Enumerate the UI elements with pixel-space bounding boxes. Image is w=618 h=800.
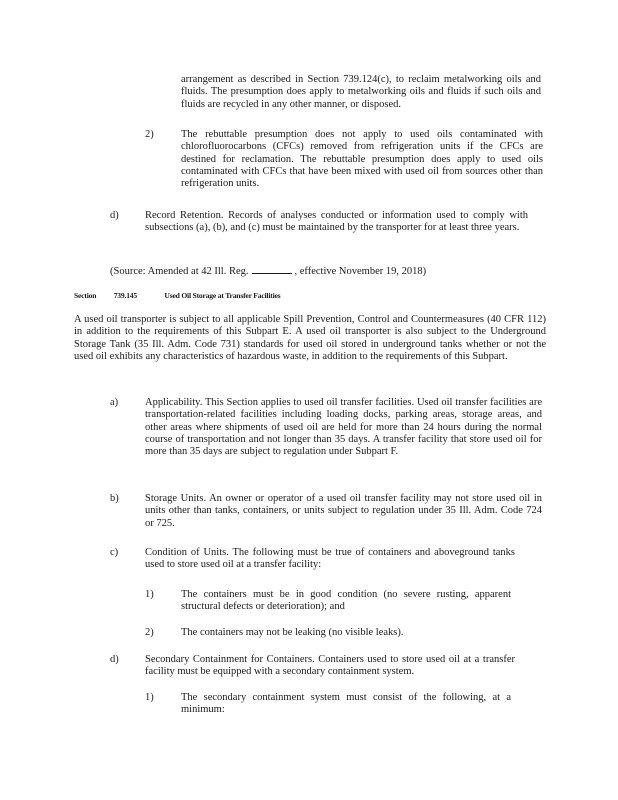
item-d-text: Record Retention. Records of analyses conducted or information used to comply with subsections (a), (b), and (c) must be maintained by the transporter for at least three years. [145,210,528,234]
item-a-text: Applicability. This Section applies to used oil transfer facilities. Used oil transfer facilities are transportation-related facilities including loading docks, parking areas, storage areas, and other areas where shipments of used oil are held for more than 24 hours during the normal course of transportation and not longer than 35 days. A transfer facility that store used oil for more than 35 days are subject to regulation under Subpart F. [145,397,542,458]
item-c2-number: 2) [145,627,154,638]
section-title: Used Oil Storage at Transfer Facilities [164,291,281,300]
item-d-number: d) [110,210,119,221]
item-2-number: 2) [145,129,154,140]
item-2-text: The rebuttable presumption does not apply to used oils contaminated with chlorofluorocarbons (CFCs) removed from refrigeration units if the CFCs are destined for reclamation. The rebuttable presumption does apply to used oils contaminated with CFCs that have been mixed with used oil from sources other than refrigeration units. [181,129,543,190]
item-c1-number: 1) [145,589,154,600]
item-d2-text: Secondary Containment for Containers. Containers used to store used oil at a transfer facility must be equipped with a secondary containment system. [145,654,515,678]
section-number: 739.145 [113,291,137,300]
item-b-text: Storage Units. An owner or operator of a used oil transfer facility may not store used oil in units other than tanks, containers, or units subject to regulation under 35 Ill. Adm. Code 724 or 725. [145,493,542,529]
item-d1-number: 1) [145,692,154,703]
item-a-number: a) [110,397,119,408]
item-1-continuation: arrangement as described in Section 739.124(c), to reclaim metalworking oils and fluids. The presumption does apply to metalworking oils and fluids if such oils and fluids are recycled in any other manner, or disposed. [181,74,541,110]
item-c-text: Condition of Units. The following must be true of containers and aboveground tanks used to store used oil at a transfer facility: [145,547,515,571]
source-note-prefix: (Source: Amended at 42 Ill. Reg. [110,266,249,277]
section-label: Section [74,291,97,300]
source-note-suffix: , effective November 19, 2018) [294,266,427,277]
intro-paragraph: A used oil transporter is subject to all applicable Spill Prevention, Control and Countermeasures (40 CFR 112) in addition to the requirements of this Subpart E. A used oil transporter is also subject to the Underground Storage Tank (35 Ill. Adm. Code 731) standards for used oil stored in underground tanks whether or not the used oil exhibits any characteristics of hazardous waste, in addition to the requirements of this Subpart. [74,314,546,362]
blank-line [252,264,292,274]
item-b-number: b) [110,493,119,504]
source-note [110,264,490,278]
item-c-number: c) [110,547,119,558]
item-d2-number: d) [110,654,119,665]
item-c1-text: The containers must be in good condition (no severe rusting, apparent structural defects or deterioration); and [181,589,511,613]
item-d1-text: The secondary containment system must consist of the following, at a minimum: [181,692,511,716]
section-heading [74,290,280,302]
item-c2-text: The containers may not be leaking (no visible leaks). [181,627,404,638]
